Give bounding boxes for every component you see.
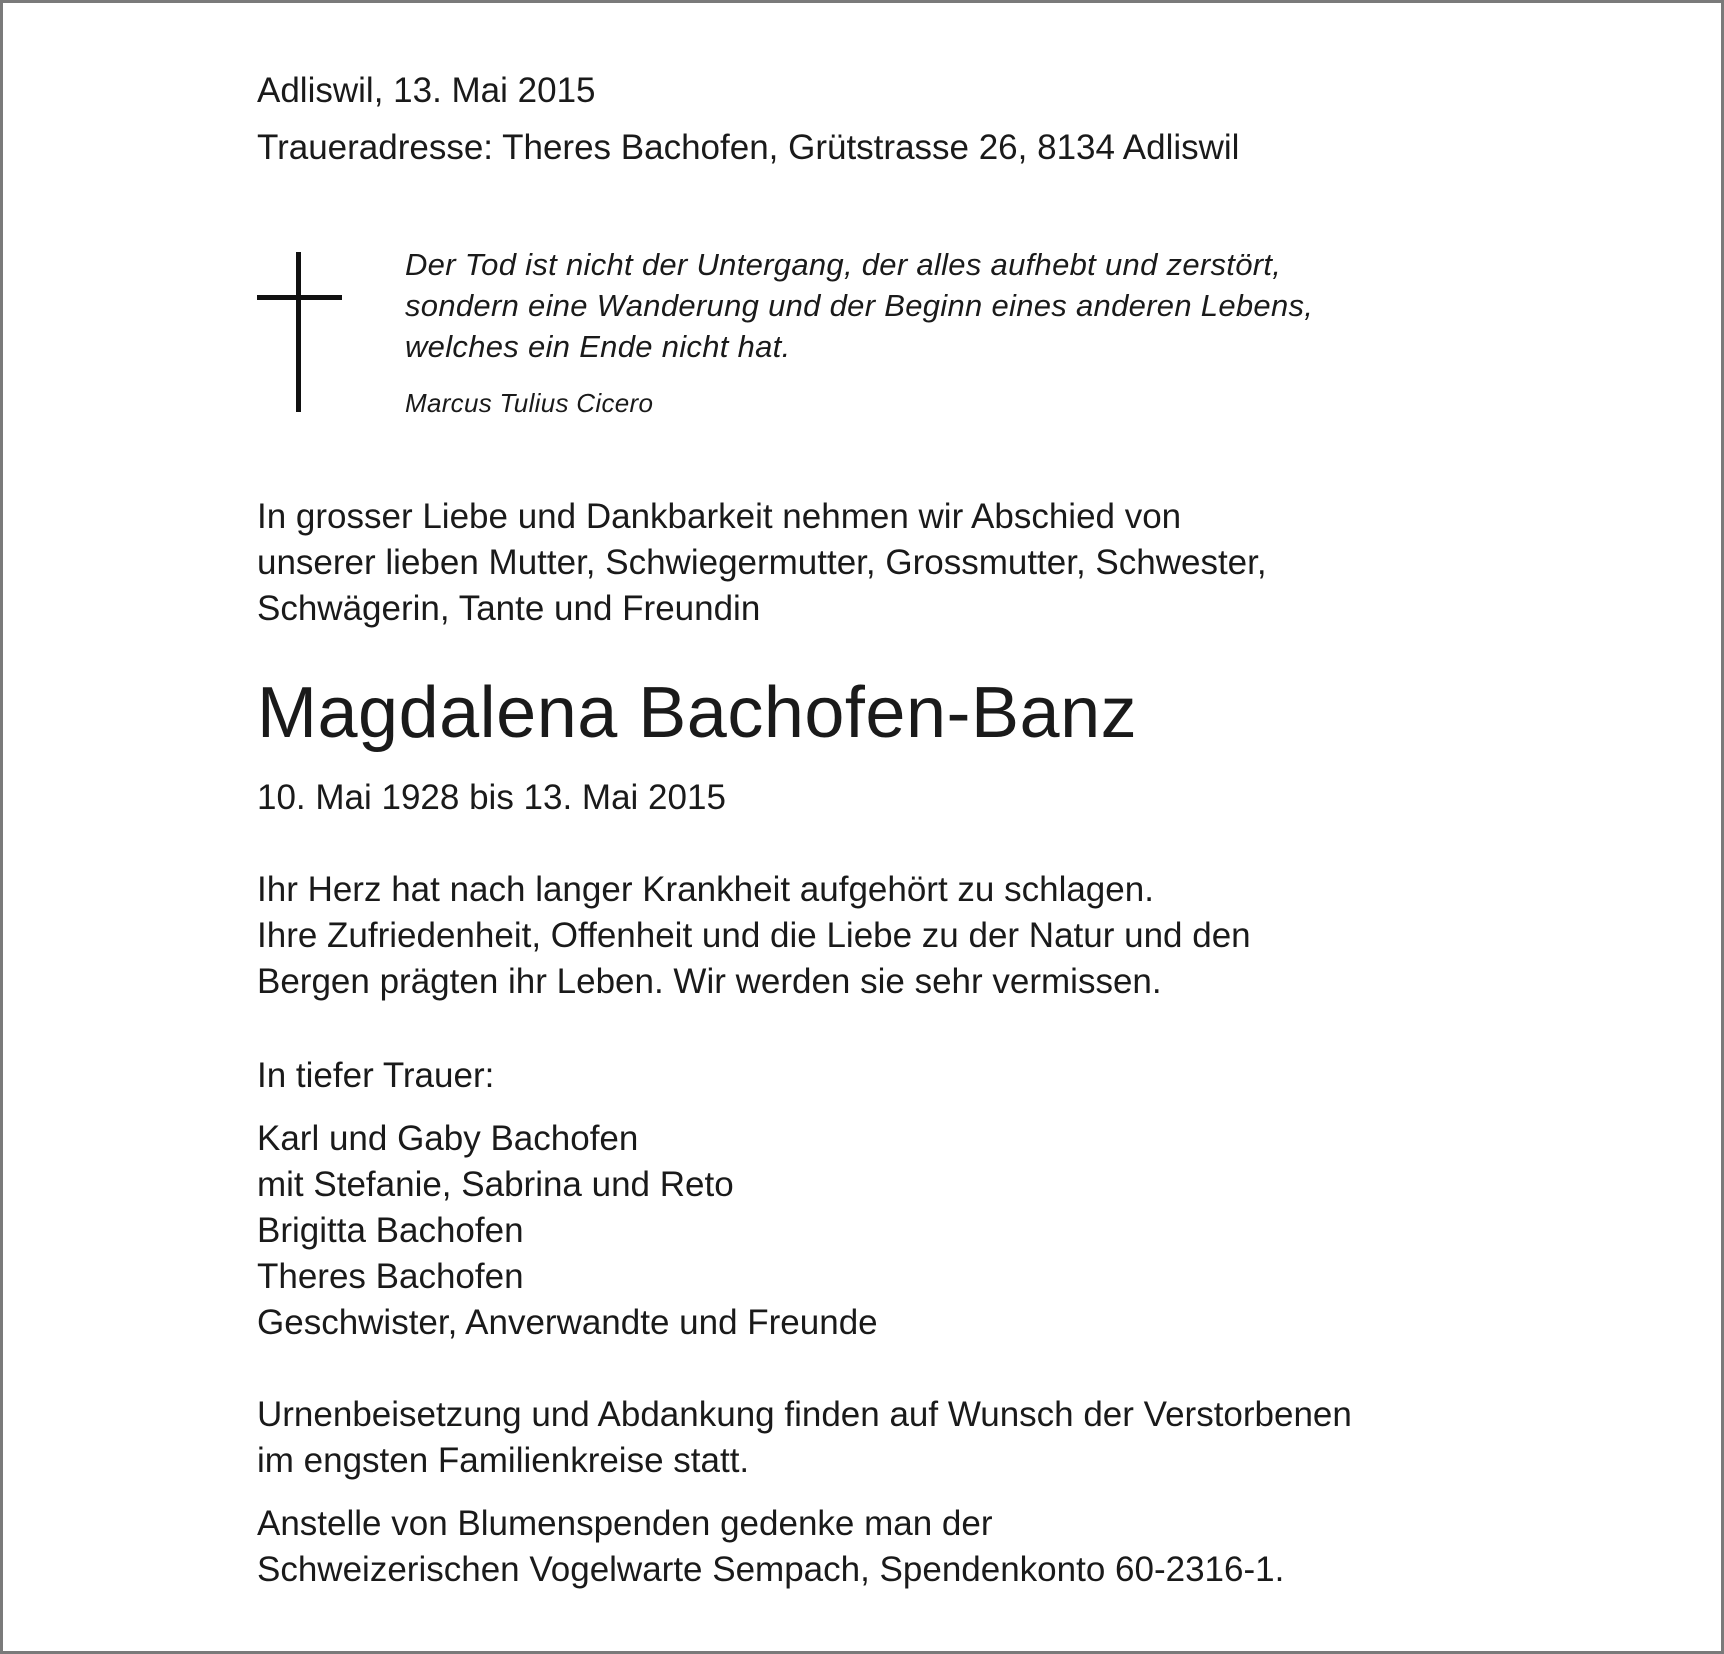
mourners-heading: In tiefer Trauer: xyxy=(257,1056,495,1095)
quote-line: sondern eine Wanderung und der Beginn eines anderen Lebens, xyxy=(405,288,1314,323)
quote-line: welches ein Ende nicht hat. xyxy=(405,329,791,364)
mourner-name: Brigitta Bachofen xyxy=(257,1211,524,1250)
intro-line: unserer lieben Mutter, Schwiegermutter, Grossmutter, Schwester, xyxy=(257,543,1267,582)
mourner-name: Theres Bachofen xyxy=(257,1257,524,1296)
life-dates: 10. Mai 1928 bis 13. Mai 2015 xyxy=(257,778,726,817)
tribute-line: Ihre Zufriedenheit, Offenheit und die Liebe zu der Natur und den xyxy=(257,916,1251,955)
tribute-line: Ihr Herz hat nach langer Krankheit aufgehört zu schlagen. xyxy=(257,870,1154,909)
place-date: Adliswil, 13. Mai 2015 xyxy=(257,71,596,110)
donation-line: Schweizerischen Vogelwarte Sempach, Spendenkonto 60-2316-1. xyxy=(257,1550,1285,1589)
mourner-name: Geschwister, Anverwandte und Freunde xyxy=(257,1303,878,1342)
cross-horizontal-bar xyxy=(257,295,342,300)
mourning-address: Traueradresse: Theres Bachofen, Grütstrasse 26, 8134 Adliswil xyxy=(257,128,1240,167)
quote-line: Der Tod ist nicht der Untergang, der alles aufhebt und zerstört, xyxy=(405,247,1282,282)
ceremony-line: im engsten Familienkreise statt. xyxy=(257,1441,750,1480)
mourner-name: Karl und Gaby Bachofen xyxy=(257,1119,639,1158)
deceased-name: Magdalena Bachofen-Banz xyxy=(257,673,1138,753)
tribute-line: Bergen prägten ihr Leben. Wir werden sie sehr vermissen. xyxy=(257,962,1162,1001)
cross-vertical-bar xyxy=(296,252,301,412)
donation-line: Anstelle von Blumenspenden gedenke man der xyxy=(257,1504,993,1543)
quote-author: Marcus Tulius Cicero xyxy=(405,388,654,418)
ceremony-line: Urnenbeisetzung und Abdankung finden auf Wunsch der Verstorbenen xyxy=(257,1395,1352,1434)
intro-line: Schwägerin, Tante und Freundin xyxy=(257,589,761,628)
mourner-name: mit Stefanie, Sabrina und Reto xyxy=(257,1165,734,1204)
intro-line: In grosser Liebe und Dankbarkeit nehmen wir Abschied von xyxy=(257,497,1182,536)
